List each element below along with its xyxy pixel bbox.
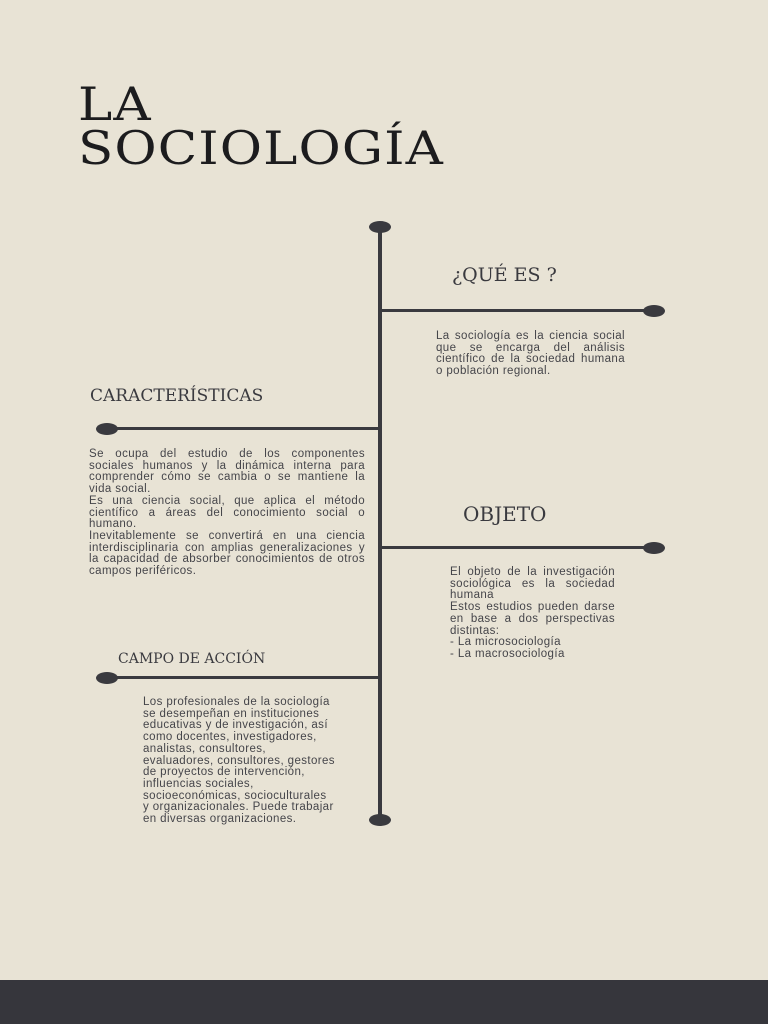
branch-line-que-es xyxy=(380,309,652,312)
heading-caracteristicas: CARACTERÍSTICAS xyxy=(90,386,264,406)
branch-line-campo xyxy=(107,676,380,679)
branch-line-objeto xyxy=(380,546,652,549)
timeline-top-dot xyxy=(369,221,391,233)
text-objeto: El objeto de la investigación sociológica es la sociedad humana Estos estudios pueden darse en base a dos perspectivas distintas: - La microsociología - La macrosociología xyxy=(450,566,615,660)
branch-dot-que-es xyxy=(643,305,665,317)
page-title xyxy=(78,77,444,175)
timeline-vertical-line xyxy=(378,226,382,820)
branch-dot-caracteristicas xyxy=(96,423,118,435)
text-campo-de-accion: Los profesionales de la sociología se desempeñan en instituciones educativas y de investigación, así como docentes, investigadores, analistas, consultores, evaluadores, consultores, gestores de proyectos de intervención, influencias sociales, socioeconómicas, socioculturales y organizacionales. Puede trabajar en diversas organizaciones. xyxy=(143,696,335,826)
title-line-2: SOCIOLOGÍA xyxy=(78,121,444,175)
branch-line-caracteristicas xyxy=(107,427,380,430)
branch-dot-campo xyxy=(96,672,118,684)
heading-que-es: ¿QUÉ ES ? xyxy=(452,264,557,286)
text-caracteristicas: Se ocupa del estudio de los componentes sociales humanos y la dinámica interna para comprender cómo se cambia o se mantiene la vida social. Es una ciencia social, que aplica el método científico a áreas del conocimiento social o humano. Inevitablemente se convertirá en una ciencia interdisciplinaria con amplias generalizaciones y la capacidad de absorber conocimientos de otros campos periféricos. xyxy=(89,448,365,578)
timeline-bottom-dot xyxy=(369,814,391,826)
text-que-es: La sociología es la ciencia social que se encarga del análisis científico de la sociedad humana o población regional. xyxy=(436,330,625,378)
heading-campo-de-accion: CAMPO DE ACCIÓN xyxy=(118,651,266,667)
branch-dot-objeto xyxy=(643,542,665,554)
title-line-1: LA xyxy=(78,77,152,131)
footer-bar xyxy=(0,980,768,1024)
heading-objeto: OBJETO xyxy=(463,502,547,526)
